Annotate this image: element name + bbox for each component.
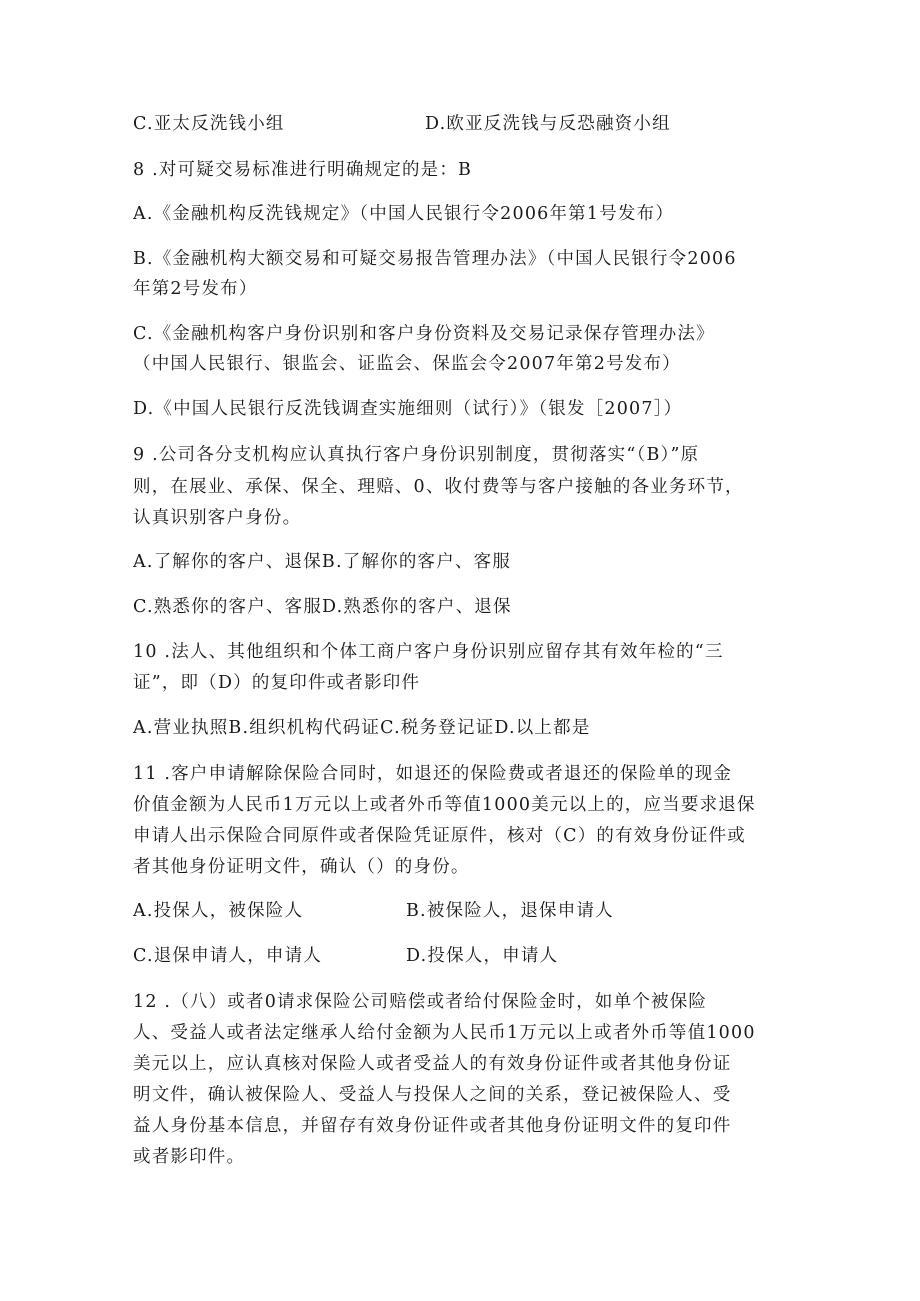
q12-stem-line3: 美元以上，应认真核对保险人或者受益人的有效身份证件或者其他身份证: [133, 1054, 732, 1074]
q11-stem-line2: 价值金额为人民币1万元以上或者外币等值1000美元以上的，应当要求退保: [133, 795, 756, 815]
q9-options-ab: A.了解你的客户、退保B.了解你的客户、客服: [133, 552, 512, 572]
q12-stem-line5: 益人身份基本信息，并留存有效身份证件或者其他身份证明文件的复印件: [133, 1116, 732, 1136]
q9-stem-line2: 则，在展业、承保、保全、理赔、0、收付费等与客户接触的各业务环节，: [133, 477, 744, 497]
q12-stem-line1: 12 .（八）或者0请求保险公司赔偿或者给付保险金时，如单个被保险: [133, 992, 708, 1012]
q9-stem-line1: 9 .公司各分支机构应认真执行客户身份识别制度，贯彻落实“（B）”原: [133, 445, 700, 465]
q8-option-d: D.《中国人民银行反洗钱调查实施细则（试行）》（银发［2007］）: [133, 399, 683, 419]
q11-stem-line3: 申请人出示保险合同原件或者保险凭证原件，核对（C）的有效身份证件或: [133, 826, 746, 846]
q10-stem-line2: 证”，即（D）的复印件或者影印件: [133, 673, 421, 693]
q8-option-b-line2: 年第2号发布）: [133, 279, 258, 299]
q8-option-c-line2: （中国人民银行、银监会、证监会、保监会令2007年第2号发布）: [133, 354, 681, 374]
q11-option-c: C.退保申请人，申请人: [133, 946, 323, 966]
q10-options: A.营业执照B.组织机构代码证C.税务登记证D.以上都是: [133, 718, 591, 738]
q8-option-a: A.《金融机构反洗钱规定》（中国人民银行令2006年第1号发布）: [133, 204, 675, 224]
q11-stem-line4: 者其他身份证明文件，确认（）的身份。: [133, 857, 470, 877]
q8-option-c-line1: C.《金融机构客户身份识别和客户身份资料及交易记录保存管理办法》: [133, 324, 715, 344]
q11-option-b: B.被保险人，退保申请人: [406, 901, 614, 921]
q10-stem-line1: 10 .法人、其他组织和个体工商户客户身份识别应留存其有效年检的“三: [133, 642, 724, 662]
q9-stem-line3: 认真识别客户身份。: [133, 508, 302, 528]
q9-options-cd: C.熟悉你的客户、客服D.熟悉你的客户、退保: [133, 597, 512, 617]
q7-option-d: D.欧亚反洗钱与反恐融资小组: [425, 114, 671, 134]
q11-option-d: D.投保人，申请人: [406, 946, 559, 966]
q8-option-b-line1: B.《金融机构大额交易和可疑交易报告管理办法》（中国人民银行令2006: [133, 249, 737, 269]
q8-stem: 8 .对可疑交易标准进行明确规定的是：B: [133, 160, 473, 180]
q12-stem-line2: 人、受益人或者法定继承人给付金额为人民币1万元以上或者外币等值1000: [133, 1023, 756, 1043]
q7-option-c: C.亚太反洗钱小组: [133, 114, 285, 134]
q11-stem-line1: 11 .客户申请解除保险合同时，如退还的保险费或者退还的保险单的现金: [133, 764, 733, 784]
q12-stem-line6: 或者影印件。: [133, 1147, 246, 1167]
q11-option-a: A.投保人，被保险人: [133, 901, 304, 921]
q12-stem-line4: 明文件，确认被保险人、受益人与投保人之间的关系，登记被保险人、受: [133, 1085, 732, 1105]
